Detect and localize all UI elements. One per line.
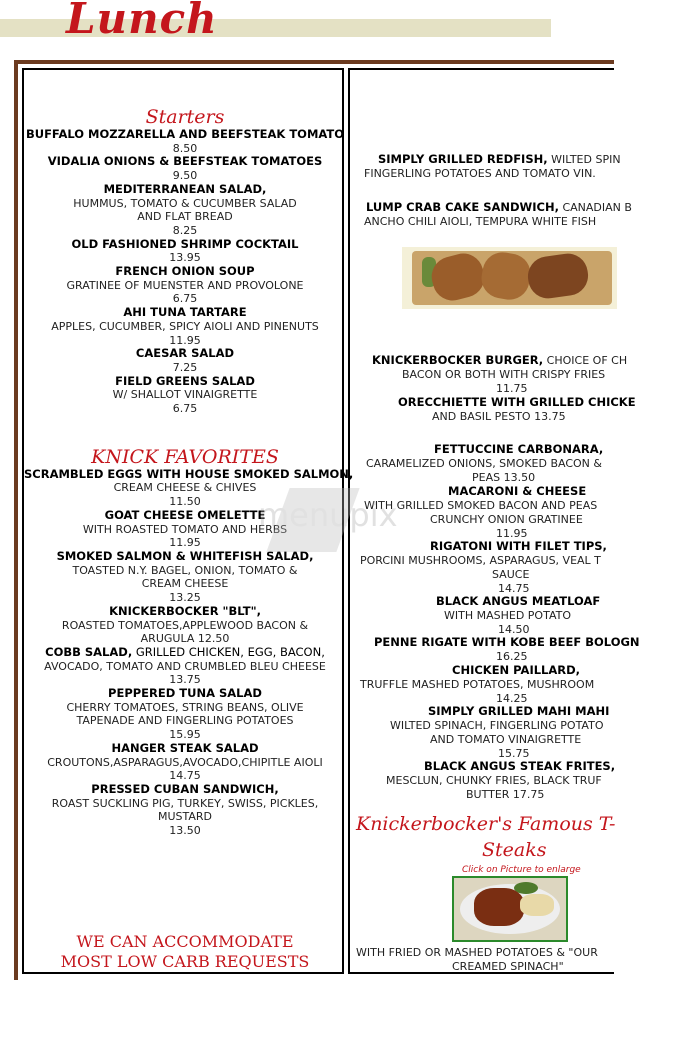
- item-price: 13.50: [169, 824, 201, 838]
- menu-item: [24, 550, 346, 605]
- item-description: CHOICE OF CH: [543, 354, 628, 367]
- item-description: AVOCADO, TOMATO AND CRUMBLED BLEU CHEESE: [44, 659, 326, 673]
- item-description: HUMMUS, TOMATO & CUCUMBER SALAD: [73, 196, 297, 210]
- menu-line: [360, 678, 594, 692]
- click-to-enlarge-link[interactable]: Click on Picture to enlarge: [462, 865, 581, 875]
- item-price: 15.95: [169, 728, 201, 742]
- steak-photo[interactable]: [452, 876, 568, 942]
- item-description: CREAMED SPINACH": [452, 960, 564, 973]
- item-name: ORECCHIETTE WITH GRILLED CHICKE: [398, 395, 636, 409]
- item-description: ANCHO CHILI AIOLI, TEMPURA WHITE FISH: [364, 215, 597, 228]
- page-title: Lunch: [66, 0, 218, 43]
- menu-line: [378, 153, 621, 167]
- starters-title: Starters: [145, 106, 225, 128]
- item-description: WILTED SPINACH, FINGERLING POTATO: [390, 719, 604, 732]
- item-description: WILTED SPIN: [547, 153, 621, 166]
- menu-line: [428, 705, 609, 719]
- menu-line: [448, 485, 586, 499]
- item-description: BACON OR BOTH WITH CRISPY FRIES: [402, 368, 606, 381]
- item-name: PEPPERED TUNA SALAD: [108, 686, 262, 701]
- menu-line: [434, 443, 603, 457]
- starters-list: [24, 128, 346, 416]
- item-name: KNICKERBOCKER "BLT",: [109, 603, 261, 618]
- item-description: MESCLUN, CHUNKY FRIES, BLACK TRUF: [386, 774, 602, 787]
- item-description: FINGERLING POTATOES AND TOMATO VIN.: [364, 167, 596, 180]
- menu-line: [472, 471, 535, 485]
- item-name-suffix: GRILLED CHICKEN, EGG, BACON,: [132, 644, 325, 659]
- menu-line: [390, 719, 603, 733]
- item-name: MACARONI & CHEESE: [448, 484, 587, 498]
- item-name: SCRAMBLED EGGS WITH HOUSE SMOKED SALMON,: [24, 466, 354, 481]
- item-description: TAPENADE AND FINGERLING POTATOES: [76, 714, 294, 728]
- item-description: SAUCE: [492, 568, 530, 581]
- menu-line: [356, 946, 598, 960]
- menu-item: [24, 183, 346, 238]
- photo-steak: [474, 888, 524, 926]
- item-name: OLD FASHIONED SHRIMP COCKTAIL: [71, 236, 299, 251]
- item-name: MEDITERRANEAN SALAD,: [103, 181, 267, 196]
- famous-steaks-title: Knickerbocker's Famous T-: [356, 813, 616, 835]
- menu-line: [366, 201, 632, 215]
- low-carb-line-2: MOST LOW CARB REQUESTS: [60, 952, 310, 971]
- item-description: CARAMELIZED ONIONS, SMOKED BACON &: [366, 457, 602, 470]
- watermark-text: menupix: [258, 496, 398, 534]
- photo-side: [520, 894, 554, 916]
- item-name: LUMP CRAB CAKE SANDWICH,: [366, 200, 559, 214]
- item-description: ROAST SUCKLING PIG, TURKEY, SWISS, PICKLES,: [51, 796, 319, 810]
- item-name: FRENCH ONION SOUP: [115, 264, 255, 279]
- menu-line: [360, 554, 601, 568]
- item-name: SMOKED SALMON & WHITEFISH SALAD,: [56, 548, 314, 563]
- item-name: COBB SALAD, GRILLED CHICKEN, EGG, BACON,: [45, 644, 325, 659]
- item-description: 15.75: [498, 747, 530, 760]
- item-description: W/ SHALLOT VINAIGRETTE: [112, 388, 258, 402]
- item-name: HANGER STEAK SALAD: [111, 740, 259, 755]
- menu-line: [374, 636, 640, 650]
- item-name: PRESSED CUBAN SANDWICH,: [91, 781, 279, 796]
- menu-line: [432, 410, 566, 424]
- menu-line: [466, 788, 544, 802]
- item-description: TOASTED N.Y. BAGEL, ONION, TOMATO &: [72, 563, 298, 577]
- menu-item: [24, 742, 346, 783]
- item-description: WITH GRILLED SMOKED BACON AND PEAS: [364, 499, 598, 512]
- item-name: RIGATONI WITH FILET TIPS,: [430, 539, 607, 553]
- item-description: ROASTED TOMATOES,APPLEWOOD BACON &: [61, 618, 309, 632]
- item-description: 16.25: [496, 650, 528, 663]
- item-description: ARUGULA 12.50: [140, 632, 230, 646]
- item-description: BUTTER 17.75: [466, 788, 545, 801]
- menu-item: [24, 238, 346, 265]
- menu-line: [496, 382, 528, 396]
- item-name: FIELD GREENS SALAD: [115, 373, 255, 388]
- item-description: AND FLAT BREAD: [137, 210, 233, 224]
- menu-line: [430, 733, 581, 747]
- menu-line: [424, 760, 615, 774]
- item-description: WITH ROASTED TOMATO AND HERBS: [82, 522, 288, 536]
- menu-item: [24, 128, 346, 155]
- menu-item: [24, 646, 346, 687]
- item-description: AND BASIL PESTO 13.75: [432, 410, 566, 423]
- item-price: 13.25: [169, 591, 201, 605]
- item-description: CREAM CHEESE: [141, 577, 229, 591]
- menu-line: [366, 457, 602, 471]
- item-description: PORCINI MUSHROOMS, ASPARAGUS, VEAL T: [360, 554, 601, 567]
- item-price: 11.95: [169, 536, 201, 550]
- left-menu-content: [24, 106, 354, 838]
- item-description: GRATINEE OF MUENSTER AND PROVOLONE: [66, 278, 304, 292]
- menu-line: [452, 960, 564, 974]
- item-name: BUFFALO MOZZARELLA AND BEEFSTEAK TOMATO: [25, 127, 345, 141]
- item-description: MUSTARD: [157, 810, 213, 824]
- item-description: CRUNCHY ONION GRATINEE: [430, 513, 583, 526]
- item-price: 9.50: [172, 169, 198, 183]
- low-carb-line-1: WE CAN ACCOMMODATE: [76, 932, 294, 951]
- item-name: GOAT CHEESE OMELETTE: [104, 507, 266, 522]
- item-price: 6.75: [172, 292, 198, 306]
- spacer: [24, 416, 346, 446]
- menu-line: [430, 513, 583, 527]
- menu-line: [398, 396, 636, 410]
- menu-item: [24, 687, 346, 742]
- item-description: 11.75: [496, 382, 528, 395]
- menu-line: [492, 568, 529, 582]
- menu-line: [364, 167, 596, 181]
- menu-item: [24, 347, 346, 374]
- food-photo-bread: [402, 247, 617, 309]
- item-description: CREAM CHEESE & CHIVES: [113, 481, 257, 495]
- menu-line: [430, 540, 607, 554]
- item-name: BLACK ANGUS STEAK FRITES,: [424, 759, 616, 773]
- menu-item: [24, 265, 346, 306]
- watermark-logo: [258, 484, 448, 554]
- item-name: BLACK ANGUS MEATLOAF: [436, 594, 601, 608]
- item-description: CHERRY TOMATOES, STRING BEANS, OLIVE: [66, 700, 304, 714]
- item-description: 14.50: [498, 623, 530, 636]
- menu-line: [436, 595, 600, 609]
- steaks-title: Steaks: [482, 839, 547, 861]
- item-price: 13.95: [169, 251, 201, 265]
- item-description: 14.75: [498, 582, 530, 595]
- item-description: PEAS 13.50: [472, 471, 536, 484]
- menu-item: [24, 783, 346, 838]
- menu-item: [24, 375, 346, 416]
- item-name: VIDALIA ONIONS & BEEFSTEAK TOMATOES: [47, 154, 323, 169]
- menu-line: [402, 368, 605, 382]
- menu-line: [496, 650, 528, 664]
- item-price: 7.25: [172, 360, 198, 374]
- item-description: APPLES, CUCUMBER, SPICY AIOLI AND PINENUTS: [51, 319, 319, 333]
- item-description: WITH FRIED OR MASHED POTATOES & "OUR: [356, 946, 598, 959]
- item-price: 6.75: [172, 402, 198, 416]
- item-description: TRUFFLE MASHED POTATOES, MUSHROOM: [360, 678, 595, 691]
- item-price: 13.75: [169, 673, 201, 687]
- item-name: PENNE RIGATE WITH KOBE BEEF BOLOGN: [374, 635, 640, 649]
- item-description: 11.95: [496, 527, 528, 540]
- item-price: 11.95: [169, 333, 201, 347]
- item-description: CANADIAN B: [558, 201, 632, 214]
- item-price: 14.75: [169, 769, 201, 783]
- item-description: 14.25: [496, 692, 528, 705]
- item-name: CHICKEN PAILLARD,: [452, 663, 581, 677]
- menu-item: [24, 155, 346, 182]
- menu-item: [24, 605, 346, 646]
- item-description: AND TOMATO VINAIGRETTE: [430, 733, 582, 746]
- menu-item: [24, 306, 346, 347]
- item-name: SIMPLY GRILLED REDFISH,: [378, 152, 548, 166]
- item-description: CROUTONS,ASPARAGUS,AVOCADO,CHIPITLE AIOLI: [47, 755, 323, 769]
- item-name: KNICKERBOCKER BURGER,: [372, 353, 544, 367]
- menu-line: [452, 664, 580, 678]
- item-price: 11.50: [169, 495, 201, 509]
- item-name: CAESAR SALAD: [135, 346, 235, 361]
- item-price: 8.25: [172, 223, 198, 237]
- item-name: AHI TUNA TARTARE: [123, 305, 247, 320]
- menu-line: [364, 215, 596, 229]
- item-description: WITH MASHED POTATO: [444, 609, 571, 622]
- item-price: 8.50: [172, 141, 198, 155]
- menu-line: [386, 774, 602, 788]
- item-name: SIMPLY GRILLED MAHI MAHI: [428, 704, 610, 718]
- item-name: FETTUCCINE CARBONARA,: [434, 442, 604, 456]
- favorites-title: KNICK FAVORITES: [91, 445, 279, 468]
- menu-line: [372, 354, 627, 368]
- menu-line: [444, 609, 571, 623]
